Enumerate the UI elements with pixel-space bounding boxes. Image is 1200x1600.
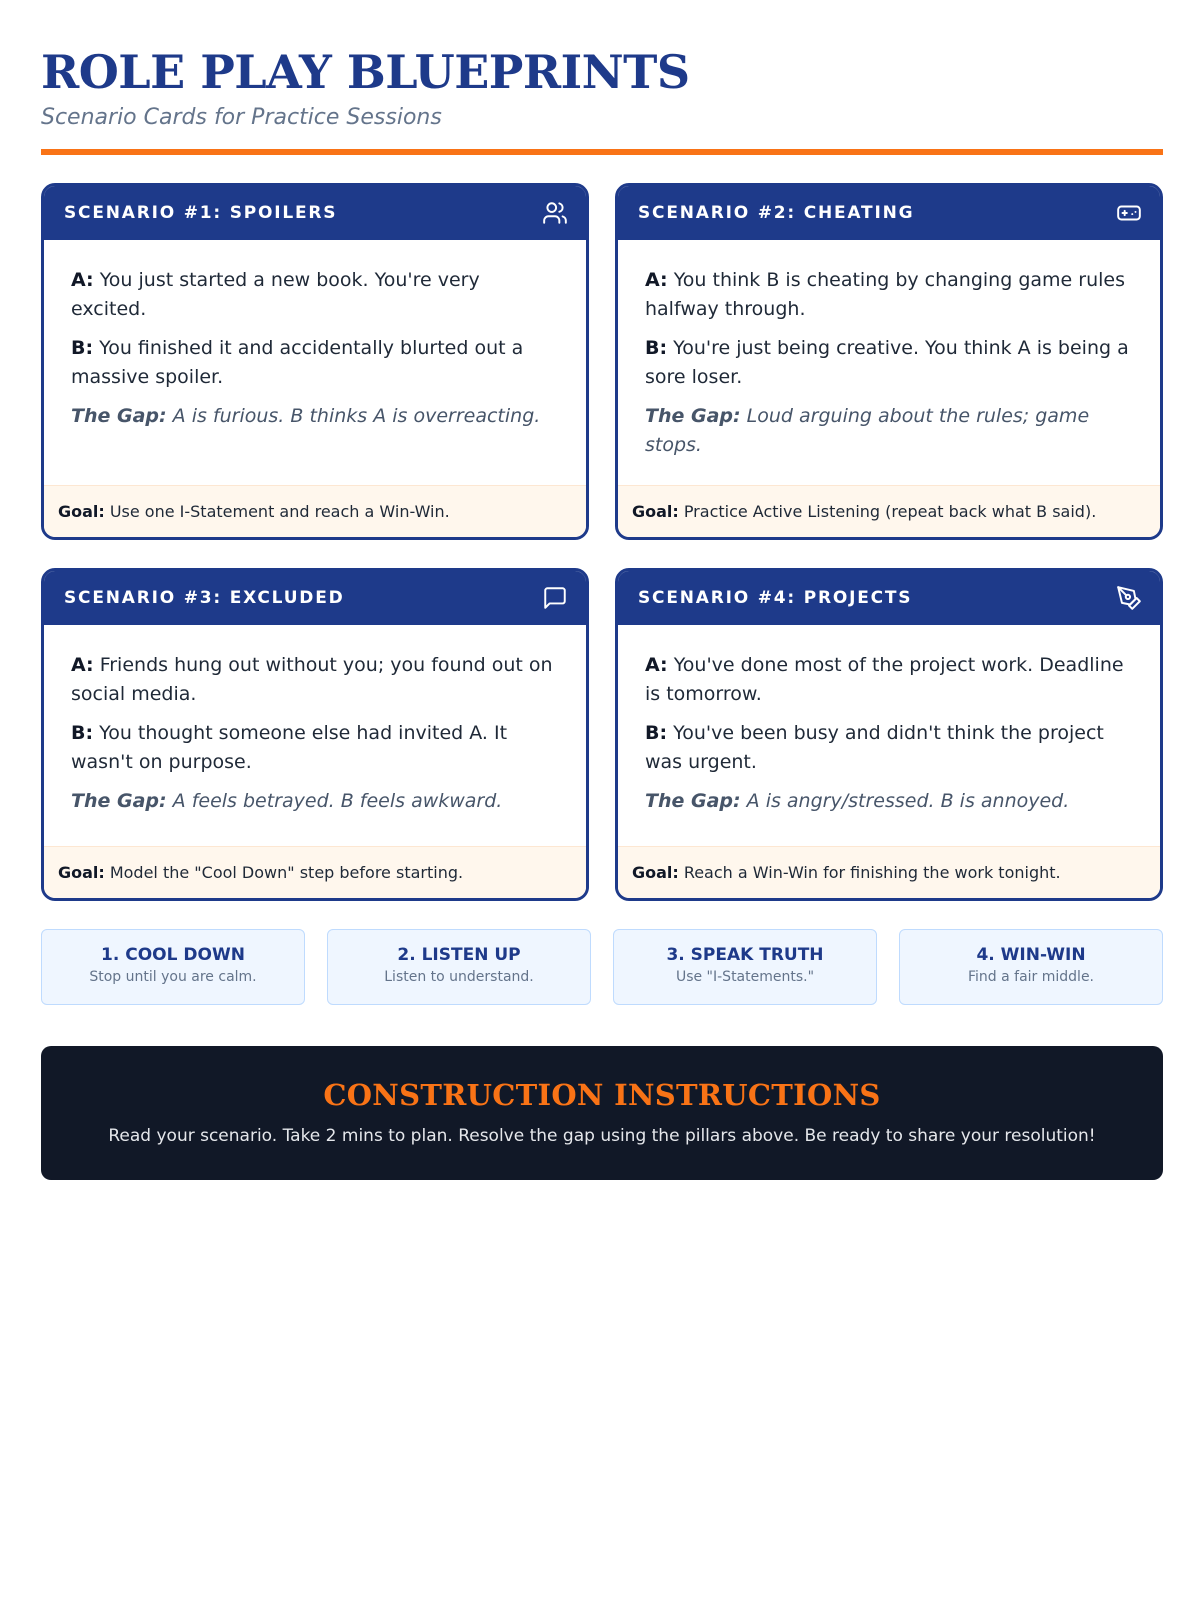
pillar-title: 3. SPEAK TRUTH xyxy=(666,945,824,965)
role-b-label: B: xyxy=(71,337,94,359)
gap-text: A feels betrayed. B feels awkward. xyxy=(172,790,503,812)
goal-text: Model the "Cool Down" step before starting. xyxy=(109,863,464,882)
page-title: ROLE PLAY BLUEPRINTS xyxy=(41,45,690,99)
goal-bar xyxy=(618,485,1160,537)
gap-text: A is furious. B thinks A is overreacting. xyxy=(172,405,541,427)
gap-line xyxy=(645,402,1134,460)
scenario-body xyxy=(44,625,586,846)
role-a-label: A: xyxy=(71,654,94,676)
pillar-desc: Listen to understand. xyxy=(384,969,534,985)
pillar-title: 1. COOL DOWN xyxy=(101,945,245,965)
scenario-card-header xyxy=(618,571,1160,625)
goal-label: Goal: xyxy=(632,863,679,882)
page-subtitle: Scenario Cards for Practice Sessions xyxy=(41,105,442,130)
scenario-card-spoilers xyxy=(41,183,589,540)
role-b-label: B: xyxy=(645,722,668,744)
scenario-body xyxy=(44,240,586,485)
pillars-row xyxy=(41,929,1163,1005)
pillar-cool-down xyxy=(41,929,305,1005)
pillar-title: 2. LISTEN UP xyxy=(397,945,521,965)
gap-line xyxy=(71,402,560,431)
users-icon xyxy=(542,200,568,226)
role-b-text: You finished it and accidentally blurted out a massive spoiler. xyxy=(71,337,524,388)
instructions-text: Read your scenario. Take 2 mins to plan. Resolve the gap using the pillars above. Be ready to share your resolution! xyxy=(108,1126,1096,1146)
gap-line xyxy=(71,787,560,816)
scenario-body xyxy=(618,240,1160,485)
pillar-win-win xyxy=(899,929,1163,1005)
chat-bubble-icon xyxy=(542,585,568,611)
scenario-card-cheating xyxy=(615,183,1163,540)
scenario-title: SCENARIO #4: PROJECTS xyxy=(638,588,913,608)
gap-text: Loud arguing about the rules; game stops. xyxy=(645,405,1090,456)
role-a-text: You think B is cheating by changing game rules halfway through. xyxy=(645,269,1125,320)
pillar-listen-up xyxy=(327,929,591,1005)
role-b-text: You're just being creative. You think A is being a sore loser. xyxy=(645,337,1129,388)
goal-bar xyxy=(44,485,586,537)
pillar-speak-truth xyxy=(613,929,877,1005)
scenario-card-excluded xyxy=(41,568,589,901)
goal-label: Goal: xyxy=(632,502,679,521)
role-b-line xyxy=(71,719,560,777)
gap-label: The Gap: xyxy=(71,405,167,427)
scenario-card-projects xyxy=(615,568,1163,901)
scenario-grid xyxy=(41,183,1163,901)
role-b-line xyxy=(645,719,1134,777)
scenario-card-header xyxy=(618,186,1160,240)
goal-bar xyxy=(618,846,1160,898)
instructions-title: CONSTRUCTION INSTRUCTIONS xyxy=(323,1078,881,1112)
goal-text: Use one I-Statement and reach a Win-Win. xyxy=(109,502,450,521)
gap-label: The Gap: xyxy=(645,405,741,427)
role-b-text: You've been busy and didn't think the project was urgent. xyxy=(645,722,1104,773)
scenario-body xyxy=(618,625,1160,846)
gap-label: The Gap: xyxy=(645,790,741,812)
goal-text: Reach a Win-Win for finishing the work tonight. xyxy=(683,863,1061,882)
goal-label: Goal: xyxy=(58,863,105,882)
goal-label: Goal: xyxy=(58,502,105,521)
role-a-line xyxy=(71,651,560,709)
role-a-label: A: xyxy=(645,269,668,291)
goal-text: Practice Active Listening (repeat back what B said). xyxy=(683,502,1097,521)
role-b-label: B: xyxy=(71,722,94,744)
scenario-title: SCENARIO #2: CHEATING xyxy=(638,203,915,223)
role-a-line xyxy=(71,266,560,324)
pillar-title: 4. WIN-WIN xyxy=(976,945,1086,965)
role-b-line xyxy=(645,334,1134,392)
gamepad-icon xyxy=(1116,200,1142,226)
role-a-text: You've done most of the project work. Deadline is tomorrow. xyxy=(645,654,1124,705)
gap-line xyxy=(645,787,1134,816)
role-b-label: B: xyxy=(645,337,668,359)
goal-bar xyxy=(44,846,586,898)
role-b-text: You thought someone else had invited A. It wasn't on purpose. xyxy=(71,722,508,773)
pillar-desc: Find a fair middle. xyxy=(967,969,1095,985)
role-b-line xyxy=(71,334,560,392)
role-a-text: Friends hung out without you; you found out on social media. xyxy=(71,654,553,705)
role-a-label: A: xyxy=(645,654,668,676)
pen-tool-icon xyxy=(1116,585,1142,611)
role-a-label: A: xyxy=(71,269,94,291)
scenario-card-header xyxy=(44,571,586,625)
scenario-card-header xyxy=(44,186,586,240)
pillar-desc: Use "I-Statements." xyxy=(675,969,815,985)
role-a-line xyxy=(645,651,1134,709)
gap-text: A is angry/stressed. B is annoyed. xyxy=(746,790,1070,812)
header-divider xyxy=(41,149,1163,155)
role-a-line xyxy=(645,266,1134,324)
instructions-panel xyxy=(41,1046,1163,1180)
gap-label: The Gap: xyxy=(71,790,167,812)
scenario-title: SCENARIO #1: SPOILERS xyxy=(64,203,338,223)
pillar-desc: Stop until you are calm. xyxy=(89,969,257,985)
role-a-text: You just started a new book. You're very excited. xyxy=(71,269,480,320)
page xyxy=(41,44,1163,1180)
scenario-title: SCENARIO #3: EXCLUDED xyxy=(64,588,345,608)
